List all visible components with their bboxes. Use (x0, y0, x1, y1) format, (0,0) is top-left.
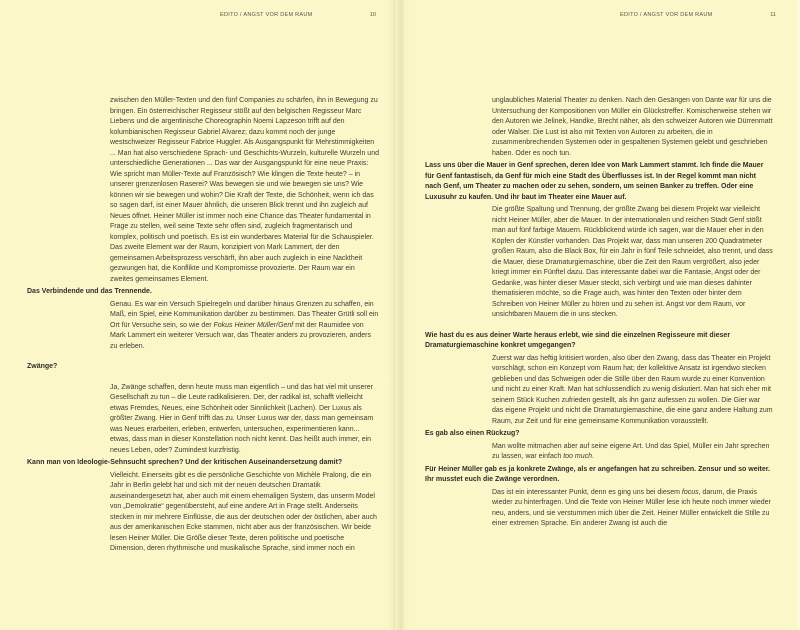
text-run: Kann man von Ideologie-Sehnsucht sprechen? Und der kritischen Auseinandersetzung damit? (27, 459, 343, 466)
italic-text-run: too much (563, 453, 592, 460)
text-run: Das ist ein interessanter Punkt, denn es ging uns bei diesem (492, 488, 682, 496)
interview-question (425, 465, 773, 486)
interview-question (27, 362, 380, 373)
page-content-left (27, 96, 380, 555)
interview-answer (492, 488, 773, 530)
page-number: 11 (770, 12, 776, 18)
interview-question (27, 287, 380, 298)
interview-answer (110, 383, 380, 457)
text-run: Ja, Zwänge schaffen, denn heute muss man eigentlich – und das hat viel mit unserer Gesellschaft zu tun – die Leute radikalisieren. Der, der radikal ist, schafft vielleicht etwas Fremdes, Neues, eine Schönheit oder Sinnlichkeit (Lachen). Der Luxus als größter Zwang. Hier in Genf trifft das zu. Unser Luxus war der, dass man gemeinsam was Neues erarbeiten, erleben, entwerfen, untersuchen, experimentieren kann... etwas, dass man in dieser Konstellation noch nicht kennt. Das heißt auch immer, ein neues Leben, oder? Zumindest kurzfristig. (110, 383, 374, 454)
interview-answer (110, 96, 380, 285)
text-run: , darum, die Praxis wieder zu hinterfragen. Und die Texte von Heiner Müller lese ich heute noch immer wieder neu, anders, und sie verstummen mich über die Zeit. Heiner Müller entwickelt die Stille zu einer extremen Sprache. Ein anderer Zwang ist auch die (492, 488, 771, 527)
interview-question (425, 331, 773, 352)
page-number: 10 (369, 12, 376, 18)
text-run: Genau. Es war ein Versuch Spielregeln und darüber hinaus Grenzen zu schaffen, ein Maß, ein Spiel, eine Kommunikation darüber zu bestimmen. Das Theater Grütli soll ein Ort für Versuche sein, so wie der (110, 300, 379, 329)
running-title: EDITO / ANGST VOR DEM RAUM (220, 12, 313, 18)
text-run: unglaubliches Material Theater zu denken. Nach den Gesängen von Dante war für uns die Untersuchung der Kompositionen von Müller ein Glückstreffer. Komischerweise stehen wir den Autoren wie Jelinek, Handke, Brecht näher, als den schweizer Autoren wie Dürrenmatt oder Walser. Die Lust ist also mit Texten von Autoren zu arbeiten, die in zusammenbrechenden Systemen oder in gespaltenen Systemen gelebt und geschrieben haben. Oder es noch tun. (492, 97, 773, 157)
text-run: Wie hast du es aus deiner Warte heraus erlebt, wie sind die einzelnen Regisseure mit dieser Dramaturgiemaschine konkret umgegangen? (425, 331, 731, 349)
interview-answer (492, 354, 773, 428)
text-run: Zuerst war das heftig kritisiert worden, also über den Zwang, dass das Theater ein Projekt vorschlägt, schon ein Konzept vom Raum hat; der kollektive Ansatz ist irgendwo stecken geblieben und das Schweigen oder die Stille über den Raum wurde zu einer Konvention und nicht zu einer Kraft. Man hat schlussendlich zu wenig diskutiert. Man hat sich eher mit seinem Stück Kuchen zufrieden gestellt, als ihn ganz aufessen zu wollen. Die Gier war das eigene Projekt und nicht die Dramaturgiemaschine, die eine ganz andere Haltung zum Raum, zur Zeit und für eine gemeinsame Kommunikation vorausstellt. (492, 354, 773, 425)
text-run: zwischen den Müller-Texten und den fünf Companies zu schärfen, ihn in Bewegung zu bringen. Ein österreichischer Regisseur stößt auf den belgischen Regisseur Marc Liebens und die argentinische Choreographin Noemi Lapzeson trifft auf den kolumbianischen Regisseur Gabriel Alvarez; dazu kommt noch der junge westschweizer Regisseur Fabrice Huggler. Als Ausgangspunkt für Mehrstimmigkeiten ... Man hat also verschiedene Sprach- und Geschichts-Wurzeln, kulturelle Wurzeln und unterschiedliche Generationen ... Das war der Ausgangspunkt für eine neue Praxis: Wie spricht man Müller-Texte auf Französisch? Wie klingen die Texte heute? – in unserer grenzenlosen Raserei? Was bewegen sie und wie bewegen sie uns? Wie können wir sie bewegen und wohin? Die Kraft der Texte, die Schönheit, wenn ich das so sagen darf, ist einer Mauer ähnlich, die unseren Blick trennt und ihn zugleich auf Neues öffnet. Heiner Müller ist immer noch eine Chance das Theater fundamental in Frage zu stellen, weil seine Texte sehr offen sind, zugleich fragmentarisch und komplex, politisch und poetisch. Es ist ein wunderbares Material für die Schauspieler. Das zweite Element war der Raum, konzipiert von Mark Lammert, der den gemeinsamen Arbeitsprozess verschärft, ihn aber auch zugleich in eine Nacktheit gezwungen hat, die Konflikte und Kompromisse provozierte. Der Raum war ein zweites gemeinsames Element. (110, 97, 379, 283)
page-content-right (425, 96, 773, 530)
text-run: Lass uns über die Mauer in Genf sprechen, deren Idee von Mark Lammert stammt. Ich finde die Mauer für Genf fantastisch, da Genf für mich eine Stadt des Überflusses ist. In der Regel kommt man nicht nach Genf, um Theater zu machen oder zu sehen, sondern, um seinen Banker zu treffen. Oder eine Luxusuhr zu kaufen. Und ihr baut im Theater eine Mauer auf. (425, 162, 764, 201)
interview-question (27, 458, 380, 469)
running-title: EDITO / ANGST VOR DEM RAUM (620, 12, 713, 18)
text-run: mit der Raumidee von Mark Lammert ein weiterer Versuch war, das Theater anders zu provozieren, anders zu erleben. (110, 321, 371, 350)
text-run: Zwänge? (27, 363, 58, 370)
text-run: Die größte Spaltung und Trennung, der größte Zwang bei diesem Projekt war vielleicht nicht Heiner Müller, aber die Mauer. In der internationalen und reichen Stadt Genf stößt man auf fünf farbige Mauern. Rückblickend würde ich sagen, war die Mauer eher in den Köpfen der Künstler vorhanden. Das Projekt war, dass man unseren 200 Quadratmeter großen Raum, also die Black Box, für ein Jahr in fünf Teile schneidet, also trennt, und dass die Mauer, diese Dramaturgiemaschine, über die Zeit den Raum vergrößert, also jeder kriegt immer ein Fünftel dazu. Das interessante dabei war die Fantasie, Angst oder der Gedanke, was hinter dieser Mauer steckt, sich verbirgt und wie man dieses dahinter thematisieren möchte, so die Frage auch, was hinter den Texten oder hinter dem Schreiben von Heiner Müller zu hören und zu sehen ist. Angst vor dem Raum, vor unsichtbaren Mauern die in uns stecken. (492, 206, 773, 318)
interview-answer (492, 442, 773, 463)
interview-answer (492, 205, 773, 321)
text-run: . (592, 453, 594, 460)
italic-text-run: Fokus Heiner Müller/Genf (213, 321, 294, 329)
text-run: Man wollte mitmachen aber auf seine eigene Art. Und das Spiel, Müller ein Jahr sprechen zu lassen, war einfach (492, 442, 770, 460)
italic-text-run: focus (681, 488, 699, 496)
interview-question (425, 161, 773, 203)
interview-question (425, 429, 773, 440)
text-run: Das Verbindende und das Trennende. (27, 288, 152, 295)
interview-answer (110, 471, 380, 555)
interview-answer (492, 96, 773, 159)
page-right (400, 0, 800, 630)
text-run: Für Heiner Müller gab es ja konkrete Zwänge, als er angefangen hat zu schreiben. Zensur und so weiter. Ihr musstet euch die Zwänge verordnen. (425, 465, 771, 483)
text-run: Es gab also einen Rückzug? (425, 430, 520, 437)
text-run: Vielleicht. Einerseits gibt es die persönliche Geschichte von Michèle Pralong, die ein Jahr in Berlin gelebt hat und sich mit der neuen deutschen Dramatik auseinandergesetzt hat, aber auch mit einem ehemaligen System, das unserm Model von „Demokratie“ gegenübersteht, auf eine andere Art in Frage stellt. Anderseits stecken in mir mehrere Einflüsse, die aus der deutschen oder der östlichen, aber auch aus der amerikanischen Ecke stammen, nicht aber aus der französischen. Wir beide lesen Heiner Müller. Die Größe dieser Texte, deren politische und poetische Dimension, deren rhythmische und musikalische Sprache, sind immer noch ein (110, 471, 377, 552)
interview-answer (110, 300, 380, 353)
